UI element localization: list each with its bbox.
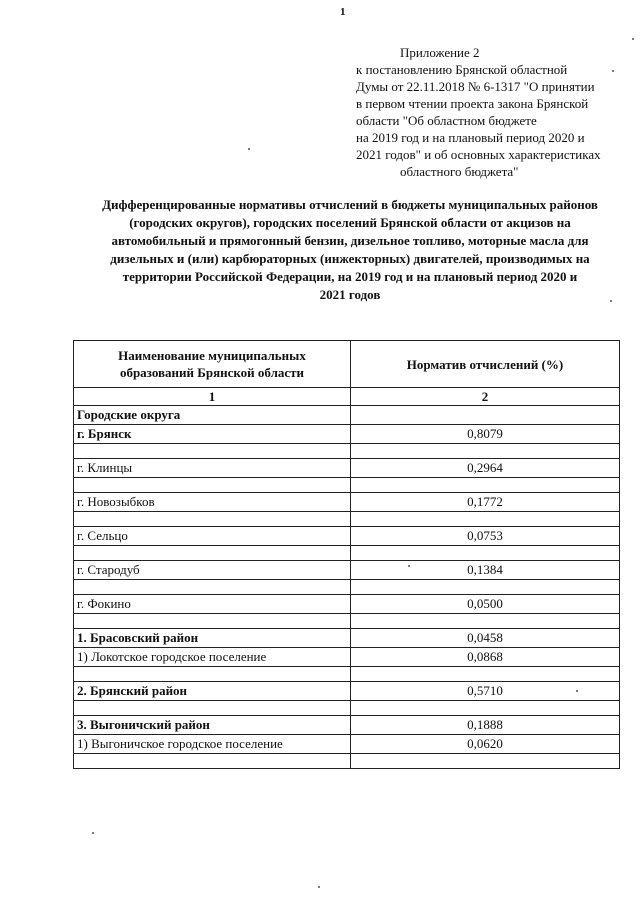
- table-header-row: [74, 341, 620, 388]
- norms-table: [73, 340, 620, 769]
- annex-line: 2021 годов" и об основных характеристиках: [356, 147, 601, 162]
- row-name: г. Стародуб: [74, 561, 351, 580]
- row-name: 1. Брасовский район: [74, 629, 351, 648]
- table-row: [74, 735, 620, 754]
- row-value: 0,0620: [351, 735, 620, 754]
- annex-line: Приложение 2: [400, 45, 480, 60]
- row-name: Городские округа: [74, 406, 351, 425]
- scan-speck: [248, 148, 250, 150]
- table-row: [74, 493, 620, 512]
- row-name: г. Клинцы: [74, 459, 351, 478]
- spacer-row: [74, 546, 620, 561]
- scan-speck: [632, 38, 634, 40]
- annex-line: Думы от 22.11.2018 № 6-1317 "О принятии: [356, 79, 595, 94]
- title-line: территории Российской Федерации, на 2019 год и на плановый период 2020 и: [122, 269, 578, 284]
- row-value: 0,0458: [351, 629, 620, 648]
- document-title: [82, 196, 618, 304]
- annex-line: области "Об областном бюджете: [356, 113, 537, 128]
- row-value: 0,1384: [351, 561, 620, 580]
- annex-line: областного бюджета": [400, 164, 519, 179]
- scan-speck: [92, 832, 94, 834]
- table-row: [74, 629, 620, 648]
- column-number: 2: [351, 388, 620, 406]
- table-row: [74, 527, 620, 546]
- row-name: г. Фокино: [74, 595, 351, 614]
- row-value: 0,8079: [351, 425, 620, 444]
- row-name: 1) Локотское городское поселение: [74, 648, 351, 667]
- row-value: 0,0500: [351, 595, 620, 614]
- annex-line: в первом чтении проекта закона Брянской: [356, 96, 589, 111]
- table-row: [74, 561, 620, 580]
- scan-speck: [576, 690, 578, 692]
- title-line: дизельных и (или) карбюраторных (инжекторных) двигателей, производимых на: [110, 251, 590, 266]
- row-name: 1) Выгоничское городское поселение: [74, 735, 351, 754]
- row-value: 0,2964: [351, 459, 620, 478]
- annex-line: к постановлению Брянской областной: [356, 62, 568, 77]
- spacer-row: [74, 701, 620, 716]
- title-line: (городских округов), городских поселений Брянской области от акцизов на: [129, 215, 571, 230]
- spacer-row: [74, 667, 620, 682]
- spacer-row: [74, 614, 620, 629]
- title-line: Дифференцированные нормативы отчислений в бюджеты муниципальных районов: [102, 197, 598, 212]
- row-value: 0,0868: [351, 648, 620, 667]
- row-name: 3. Выгоничский район: [74, 716, 351, 735]
- table-row: [74, 406, 620, 425]
- row-name: г. Новозыбков: [74, 493, 351, 512]
- spacer-row: [74, 754, 620, 769]
- annex-line: на 2019 год и на плановый период 2020 и: [356, 130, 585, 145]
- header-name-line: Наименование муниципальных: [118, 348, 306, 363]
- row-value: 0,0753: [351, 527, 620, 546]
- row-name: г. Брянск: [74, 425, 351, 444]
- column-number-row: [74, 388, 620, 406]
- header-name-line: образований Брянской области: [119, 365, 305, 380]
- spacer-row: [74, 478, 620, 493]
- table-row: [74, 425, 620, 444]
- table-row: [74, 459, 620, 478]
- spacer-row: [74, 444, 620, 459]
- annex-header: [356, 44, 626, 180]
- scan-speck: [318, 886, 320, 888]
- row-value: 0,1888: [351, 716, 620, 735]
- row-value: [351, 406, 620, 425]
- scan-speck: [408, 565, 410, 567]
- page-number: 1: [340, 6, 346, 18]
- scan-speck: [610, 300, 612, 302]
- row-name: г. Сельцо: [74, 527, 351, 546]
- column-number: 1: [74, 388, 351, 406]
- table-row: [74, 595, 620, 614]
- scan-speck: [612, 70, 614, 72]
- row-name: 2. Брянский район: [74, 682, 351, 701]
- header-name-cell: [74, 341, 351, 388]
- title-line: автомобильный и прямогонный бензин, дизельное топливо, моторные масла для: [111, 233, 589, 248]
- row-value: 0,1772: [351, 493, 620, 512]
- header-norm-cell: Норматив отчислений (%): [351, 341, 620, 388]
- row-value: 0,5710: [351, 682, 620, 701]
- spacer-row: [74, 580, 620, 595]
- table-row: [74, 716, 620, 735]
- spacer-row: [74, 512, 620, 527]
- title-line: 2021 годов: [319, 287, 381, 302]
- table-row: [74, 648, 620, 667]
- table-row: [74, 682, 620, 701]
